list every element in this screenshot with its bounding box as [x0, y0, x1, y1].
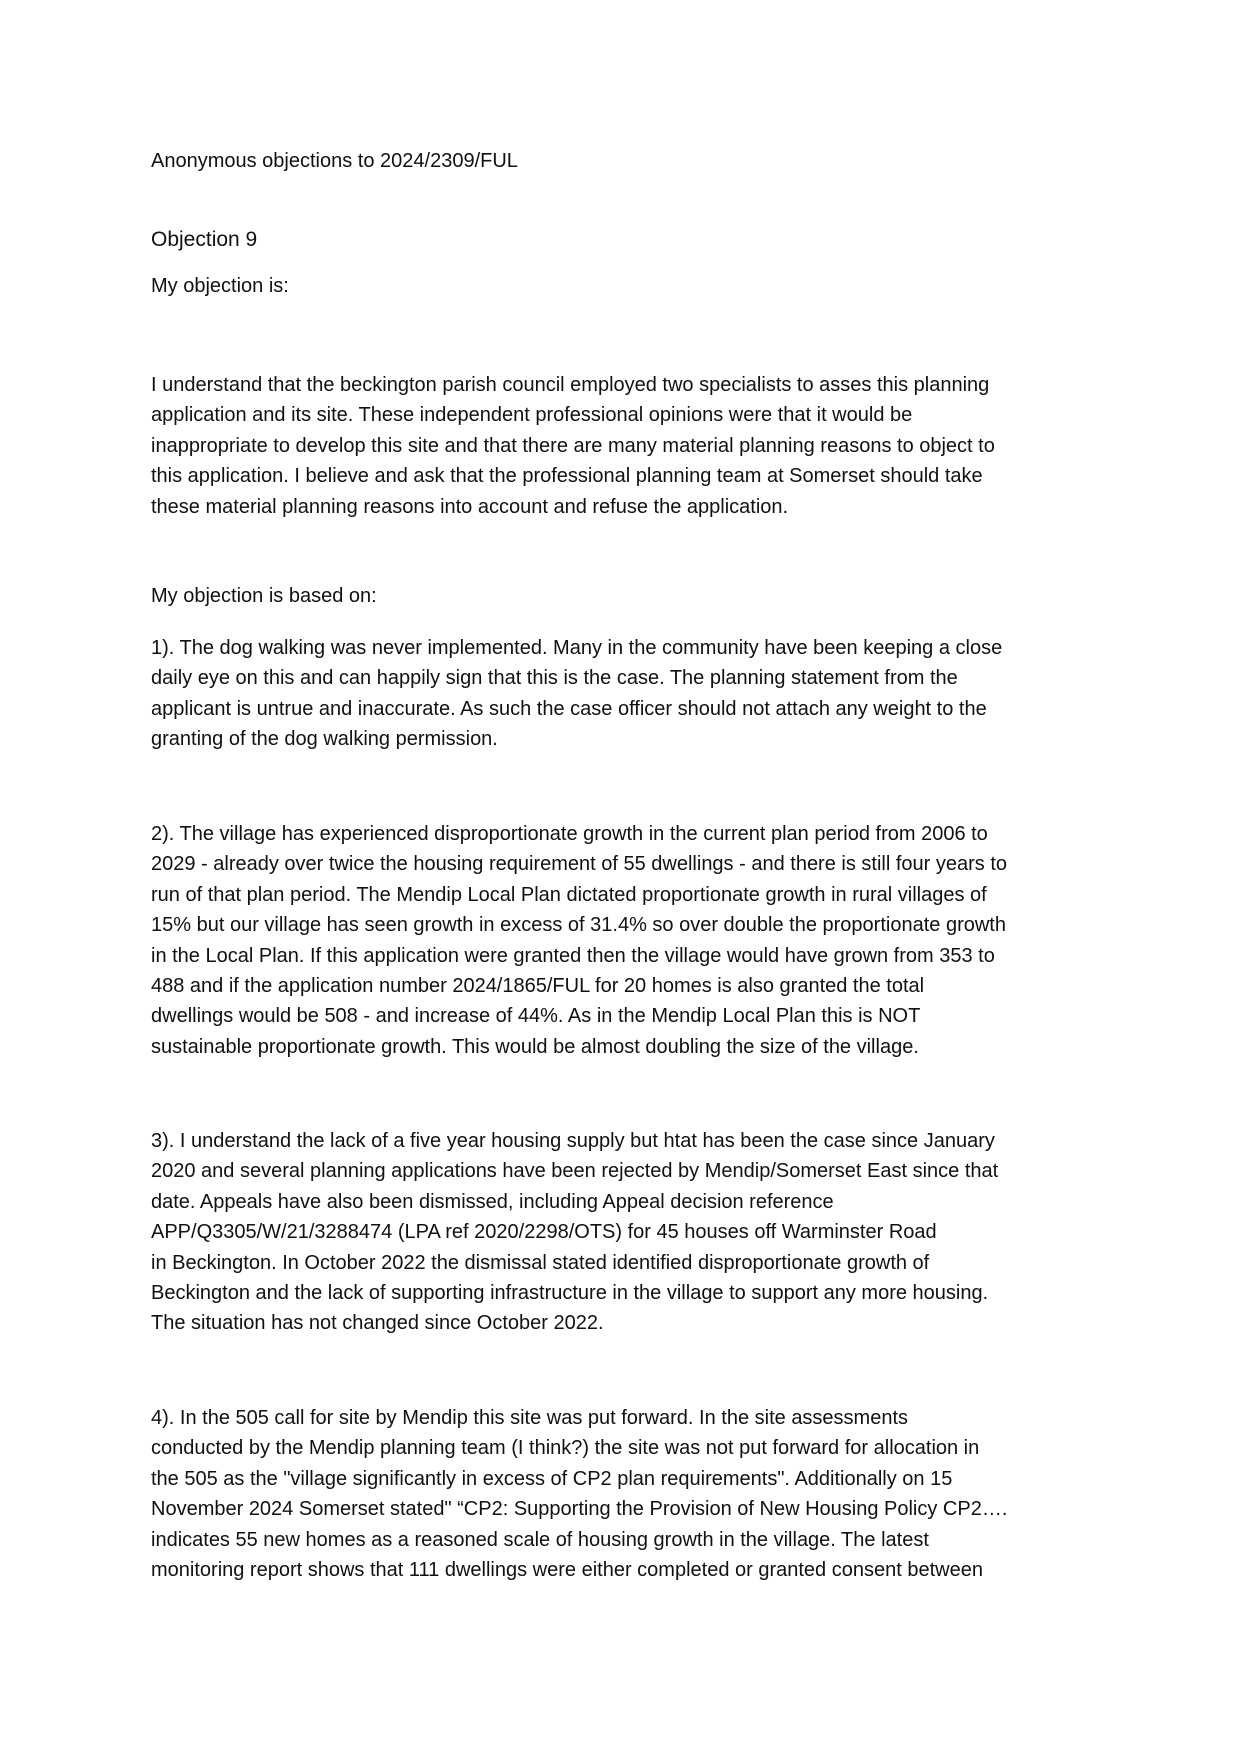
text-line: monitoring report shows that 111 dwellings were either completed or granted consent between — [151, 1558, 983, 1581]
text-line: 15% but our village has seen growth in excess of 31.4% so over double the proportionate growth — [151, 914, 1006, 937]
text-line: I understand that the beckington parish council employed two specialists to asses this planning — [151, 374, 990, 396]
text-line: Beckington and the lack of supporting infrastructure in the village to support any more housing. — [151, 1281, 989, 1304]
text-line: 2). The village has experienced disproportionate growth in the current plan period from 2006 to — [151, 823, 988, 845]
text-line: The situation has not changed since October 2022. — [151, 1312, 604, 1335]
point-3 — [151, 1126, 998, 1339]
text-line: conducted by the Mendip planning team (I think?) the site was not put forward for allocation in — [151, 1437, 980, 1460]
document-title: Anonymous objections to 2024/2309/FUL — [151, 150, 518, 172]
point-2 — [151, 819, 1007, 1062]
text-line: 3). I understand the lack of a five year housing supply but htat has been the case since January — [151, 1130, 995, 1152]
text-line: this application. I believe and ask that the professional planning team at Somerset should take — [151, 465, 983, 488]
text-line: run of that plan period. The Mendip Local Plan dictated proportionate growth in rural villages of — [151, 883, 987, 906]
text-line: daily eye on this and can happily sign that this is the case. The planning statement from the — [151, 667, 958, 690]
intro-label: My objection is: — [151, 275, 289, 297]
text-line: applicant is untrue and inaccurate. As such the case officer should not attach any weight to the — [151, 697, 987, 720]
text-line: APP/Q3305/W/21/3288474 (LPA ref 2020/2298/OTS) for 45 houses off Warminster Road — [151, 1221, 937, 1244]
text-line: application and its site. These independent professional opinions were that it would be — [151, 404, 913, 427]
text-line: 2020 and several planning applications have been rejected by Mendip/Somerset East since that — [151, 1160, 999, 1183]
text-line: sustainable proportionate growth. This would be almost doubling the size of the village. — [151, 1035, 919, 1058]
basis-label: My objection is based on: — [151, 585, 377, 607]
text-line: in Beckington. In October 2022 the dismissal stated identified disproportionate growth of — [151, 1251, 930, 1274]
text-line: inappropriate to develop this site and that there are many material planning reasons to object to — [151, 434, 995, 457]
intro-paragraph — [151, 370, 995, 522]
text-line: 4). In the 505 call for site by Mendip this site was put forward. In the site assessments — [151, 1407, 909, 1429]
point-4 — [151, 1403, 1007, 1585]
text-line: 488 and if the application number 2024/1865/FUL for 20 homes is also granted the total — [151, 974, 925, 997]
text-line: November 2024 Somerset stated" “CP2: Supporting the Provision of New Housing Policy CP2…. — [151, 1498, 1008, 1521]
text-line: 1). The dog walking was never implemented. Many in the community have been keeping a close — [151, 637, 1003, 659]
text-line: granting of the dog walking permission. — [151, 728, 498, 751]
objection-heading: Objection 9 — [151, 228, 258, 251]
text-line: date. Appeals have also been dismissed, including Appeal decision reference — [151, 1190, 834, 1213]
text-line: indicates 55 new homes as a reasoned scale of housing growth in the village. The latest — [151, 1528, 929, 1551]
text-line: the 505 as the "village significantly in excess of CP2 plan requirements". Additionally on 15 — [151, 1467, 953, 1490]
text-line: 2029 - already over twice the housing requirement of 55 dwellings - and there is still four years to — [151, 853, 1008, 876]
text-line: dwellings would be 508 - and increase of 44%. As in the Mendip Local Plan this is NOT — [151, 1005, 921, 1028]
point-1 — [151, 633, 1002, 755]
text-line: these material planning reasons into account and refuse the application. — [151, 495, 789, 518]
text-line: in the Local Plan. If this application were granted then the village would have grown from 353 to — [151, 944, 995, 967]
